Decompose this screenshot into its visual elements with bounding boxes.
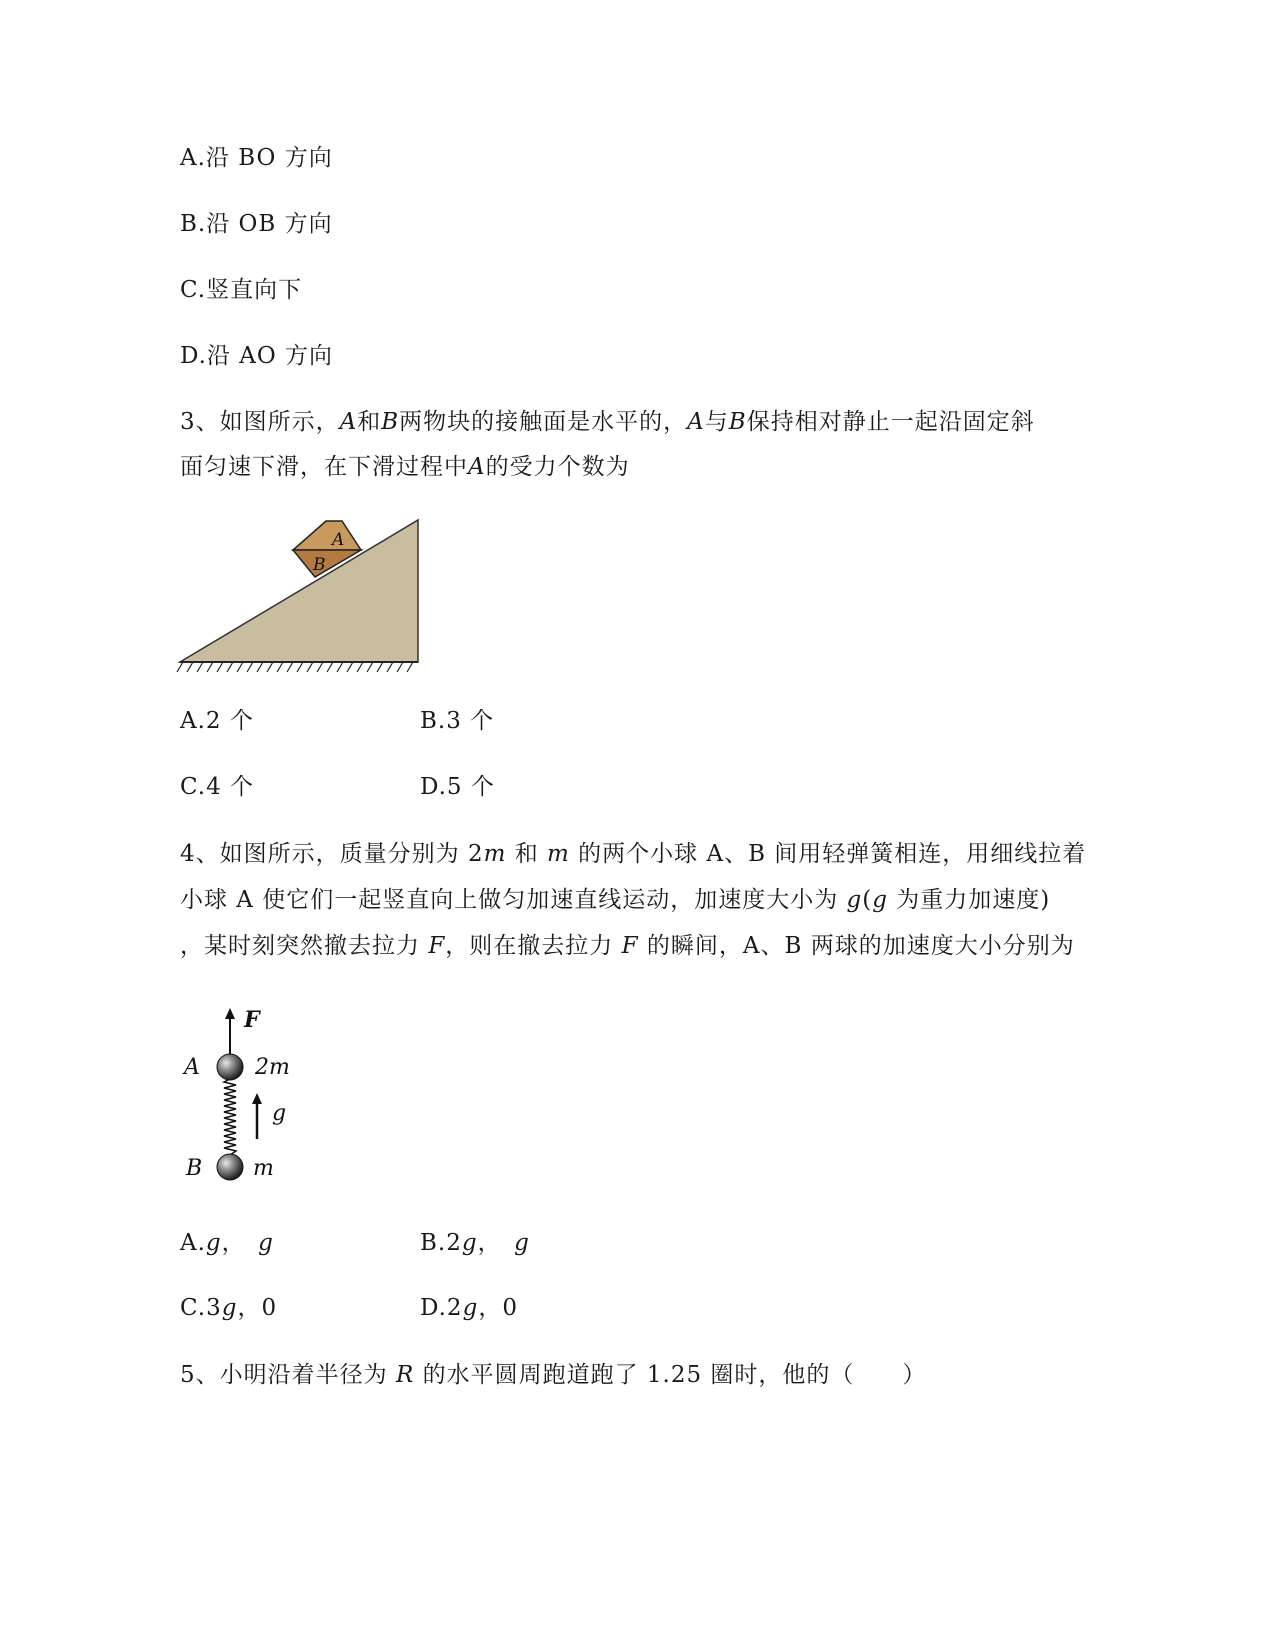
- ball-a-label: A: [184, 1055, 200, 1080]
- q5-var: R: [395, 1362, 415, 1388]
- option-text: ，: [477, 1230, 515, 1256]
- option-text: ，0: [478, 1295, 518, 1321]
- option-text: ，0: [237, 1295, 278, 1321]
- q3-option-d: D.5 个: [420, 774, 495, 800]
- q3-option-c: C.4 个: [180, 774, 255, 800]
- ball-a-mass-label: 2m: [255, 1055, 290, 1080]
- q4-var: g: [846, 887, 863, 913]
- q4-spring-figure: [180, 1003, 320, 1188]
- q4-option-b: [420, 1228, 530, 1258]
- q4-text: ，某时刻突然撤去拉力: [180, 933, 429, 959]
- q4-var: F: [621, 933, 639, 959]
- q3-option-b: B.3 个: [420, 708, 495, 734]
- q3-option-a: A.2 个: [180, 708, 254, 734]
- q4-option-c: [180, 1293, 277, 1323]
- option-prefix: D.2: [420, 1295, 463, 1321]
- block-a: [293, 521, 361, 550]
- option-var: g: [461, 1230, 478, 1256]
- block-b-label: B: [313, 555, 326, 575]
- accel-arrowhead-icon: [252, 1093, 262, 1104]
- q5-number: 5、: [180, 1362, 220, 1388]
- option-var: g: [205, 1230, 222, 1256]
- q5-text: 的水平圆周跑道跑了 1.25 圈时，他的（ ）: [414, 1362, 927, 1388]
- q3-stem-line1: [180, 407, 1035, 437]
- force-label: F: [244, 1007, 260, 1033]
- option-prefix: C.3: [180, 1295, 222, 1321]
- q2-option-c: C.竖直向下: [180, 277, 303, 303]
- q3-text: 和: [357, 409, 382, 435]
- q4-text: 的瞬间，A、B 两球的加速度大小分别为: [638, 933, 1075, 959]
- q3-var: A: [687, 409, 705, 435]
- q3-text: 的受力个数为: [485, 454, 630, 480]
- q4-text: 和: [506, 841, 548, 867]
- q4-text: (: [862, 887, 873, 913]
- ball-b-label: B: [186, 1156, 203, 1181]
- ball-b-mass-label: m: [253, 1156, 274, 1181]
- q3-number: 3、: [180, 409, 220, 435]
- q3-text: 如图所示，: [219, 409, 340, 435]
- q4-stem-line1: [180, 839, 1086, 869]
- option-var: g: [514, 1230, 530, 1256]
- accel-label: g: [272, 1101, 287, 1126]
- q3-var: B: [381, 409, 400, 435]
- q4-var: F: [428, 933, 446, 959]
- q4-text: 的两个小球 A、B 间用轻弹簧相连，用细线拉着: [569, 841, 1087, 867]
- q2-option-b: B.沿 OB 方向: [180, 211, 333, 237]
- ball-a: [217, 1054, 243, 1080]
- q4-number: 4、: [180, 841, 220, 867]
- spring: [224, 1079, 236, 1155]
- q4-var: m: [483, 841, 507, 867]
- q2-option-d: D.沿 AO 方向: [180, 343, 334, 369]
- block-a-label: A: [332, 530, 345, 550]
- q3-var: A: [468, 454, 486, 480]
- option-text: ，: [221, 1230, 259, 1256]
- q2-option-a: A.沿 BO 方向: [180, 145, 333, 171]
- q3-text: 与: [704, 409, 729, 435]
- option-var: g: [221, 1295, 238, 1321]
- q3-stem-line2: [180, 452, 630, 482]
- incline-slope: [180, 520, 418, 662]
- q4-text: 为重力加速度): [888, 887, 1051, 913]
- q4-var: g: [872, 887, 888, 913]
- q3-text: 保持相对静止一起沿固定斜: [746, 409, 1035, 435]
- q5-text: 小明沿着半径为: [219, 1362, 396, 1388]
- q3-text: 面匀速下滑，在下滑过程中: [180, 454, 468, 480]
- q4-option-d: [420, 1293, 518, 1323]
- option-prefix: B.2: [420, 1230, 462, 1256]
- q4-stem-line2: [180, 885, 1050, 915]
- ball-b: [217, 1154, 243, 1180]
- ground-hatching: [177, 662, 413, 672]
- q4-text: 小球 A 使它们一起竖直向上做匀加速直线运动，加速度大小为: [180, 887, 847, 913]
- q3-var: B: [728, 409, 747, 435]
- q4-text: ，则在撤去拉力: [445, 933, 622, 959]
- option-var: g: [258, 1230, 274, 1256]
- q3-text: 两物块的接触面是水平的，: [399, 409, 688, 435]
- q5-stem: [180, 1360, 926, 1390]
- q3-var: A: [339, 409, 358, 435]
- force-arrowhead-icon: [225, 1008, 235, 1019]
- option-prefix: A.: [180, 1230, 206, 1256]
- q3-incline-figure: [175, 512, 435, 682]
- q4-text: 如图所示，质量分别为 2: [219, 841, 484, 867]
- q4-stem-line3: [180, 931, 1075, 961]
- q4-var: m: [547, 841, 570, 867]
- option-var: g: [462, 1295, 479, 1321]
- q4-option-a: [180, 1228, 274, 1258]
